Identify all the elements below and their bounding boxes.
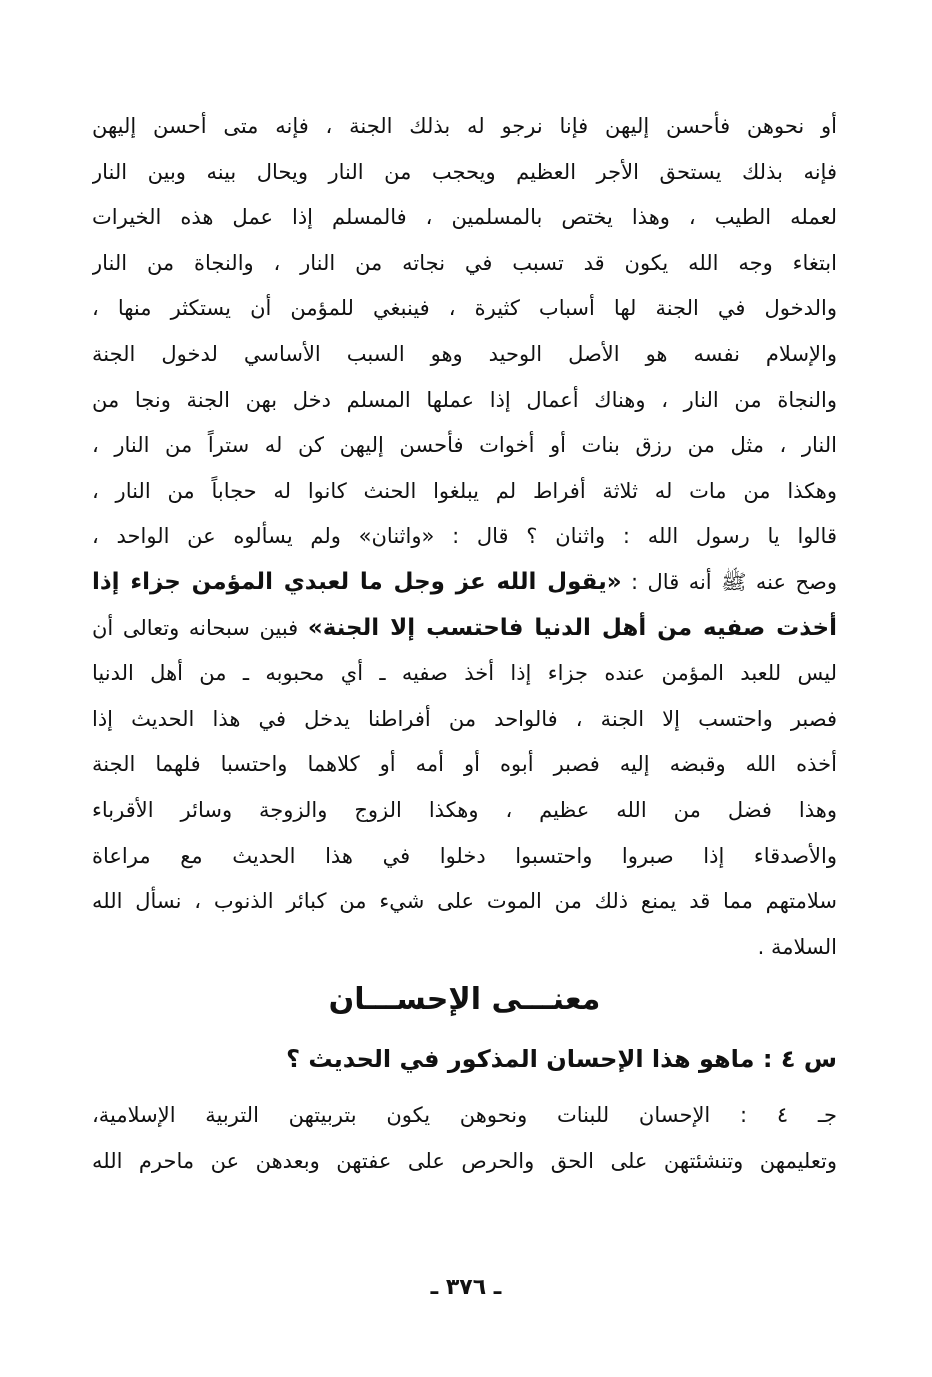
text-line: فصبر واحتسب إلا الجنة ، فالواحد من أفراطنا يدخل في هذا الحديث إذا	[92, 706, 837, 731]
hadith-quote-part-1: «يقول الله عز وجل ما لعبدي المؤمن جزاء إذا	[92, 568, 622, 595]
body-text	[92, 104, 837, 970]
answer-line: جـ ٤ : الإحسان للبنات ونحوهن يكون بتربيتهن التربية الإسلامية،	[92, 1103, 837, 1127]
text-line: أخذه الله وقبضه إليه فصبر أبوه أو أمه أو كلاهما واحتسبا فلهما الجنة	[92, 752, 837, 777]
answer-line: وتعليمهن وتنشئتهن على الحق والحرص على عفتهن وبعدهن عن ماحرم الله	[92, 1148, 837, 1173]
text-line: قالوا يا رسول الله : واثنان ؟ قال : «واثنان» ولم يسألوه عن الواحد ،	[92, 524, 837, 549]
text-line: سلامتهم مما قد يمنع ذلك من الموت على شيء من كبائر الذنوب ، نسأل الله	[92, 889, 837, 914]
question-heading: س ٤ : ماهو هذا الإحسان المذكور في الحديث ؟	[286, 1045, 837, 1073]
hadith-line-1	[92, 560, 837, 606]
section-title: معنـــى الإحســـان	[328, 982, 601, 1017]
text-line: فإنه بذلك يستحق الأجر العظيم ويحجب من النار ويحال بينه وبين النار	[92, 159, 837, 184]
text-line: وهكذا من مات له ثلاثة أفراط لم يبلغوا الحنث كانوا له حجاباً من النار ،	[92, 478, 837, 503]
text-line: وهذا فضل من الله عظيم ، وهكذا الزوج والزوجة وسائر الأقرباء	[92, 797, 837, 822]
text-line: والدخول في الجنة لها أسباب كثيرة ، فينبغي للمؤمن أن يستكثر منها ،	[92, 296, 837, 321]
hadith-intro: وصح عنه ﷺ أنه قال :	[621, 569, 837, 594]
text-line: النار ، مثل من رزق بنات أو أخوات فأحسن إليهن كن له ستراً من النار ،	[92, 433, 837, 458]
page-number: ـ ٣٧٦ ـ	[430, 1275, 502, 1300]
text-line: أو نحوهن فأحسن إليهن فإنا نرجو له بذلك الجنة ، فإنه متى أحسن إليهن	[92, 114, 837, 138]
hadith-quote-part-2: أخذت صفيه من أهل الدنيا فاحتسب إلا الجنة»	[307, 614, 837, 641]
text-line: لعمله الطيب ، وهذا يختص بالمسلمين ، فالمسلم إذا عمل هذه الخيرات	[92, 205, 837, 230]
text-line: ابتغاء وجه الله يكون قد تسبب في نجاته من النار ، والنجاة من النار	[92, 250, 837, 275]
text-line: والنجاة من النار ، وهناك أعمال إذا عملها المسلم دخل بهن الجنة ونجا من	[92, 387, 837, 412]
text-line: والإسلام نفسه هو الأصل الوحيد وهو السبب الأساسي لدخول الجنة	[92, 341, 837, 366]
text-line: والأصدقاء إذا صبروا واحتسبوا دخلوا في هذا الحديث مع مراعاة	[92, 843, 837, 868]
text-line: ليس للعبد المؤمن عنده جزاء إذا أخذ صفيه ـ أي محبوبه ـ من أهل الدنيا	[92, 661, 837, 686]
answer-text	[92, 1093, 837, 1184]
text-line: السلامة .	[757, 934, 837, 959]
hadith-after: فبين سبحانه وتعالى أن	[92, 615, 308, 640]
hadith-line-2	[92, 606, 837, 652]
